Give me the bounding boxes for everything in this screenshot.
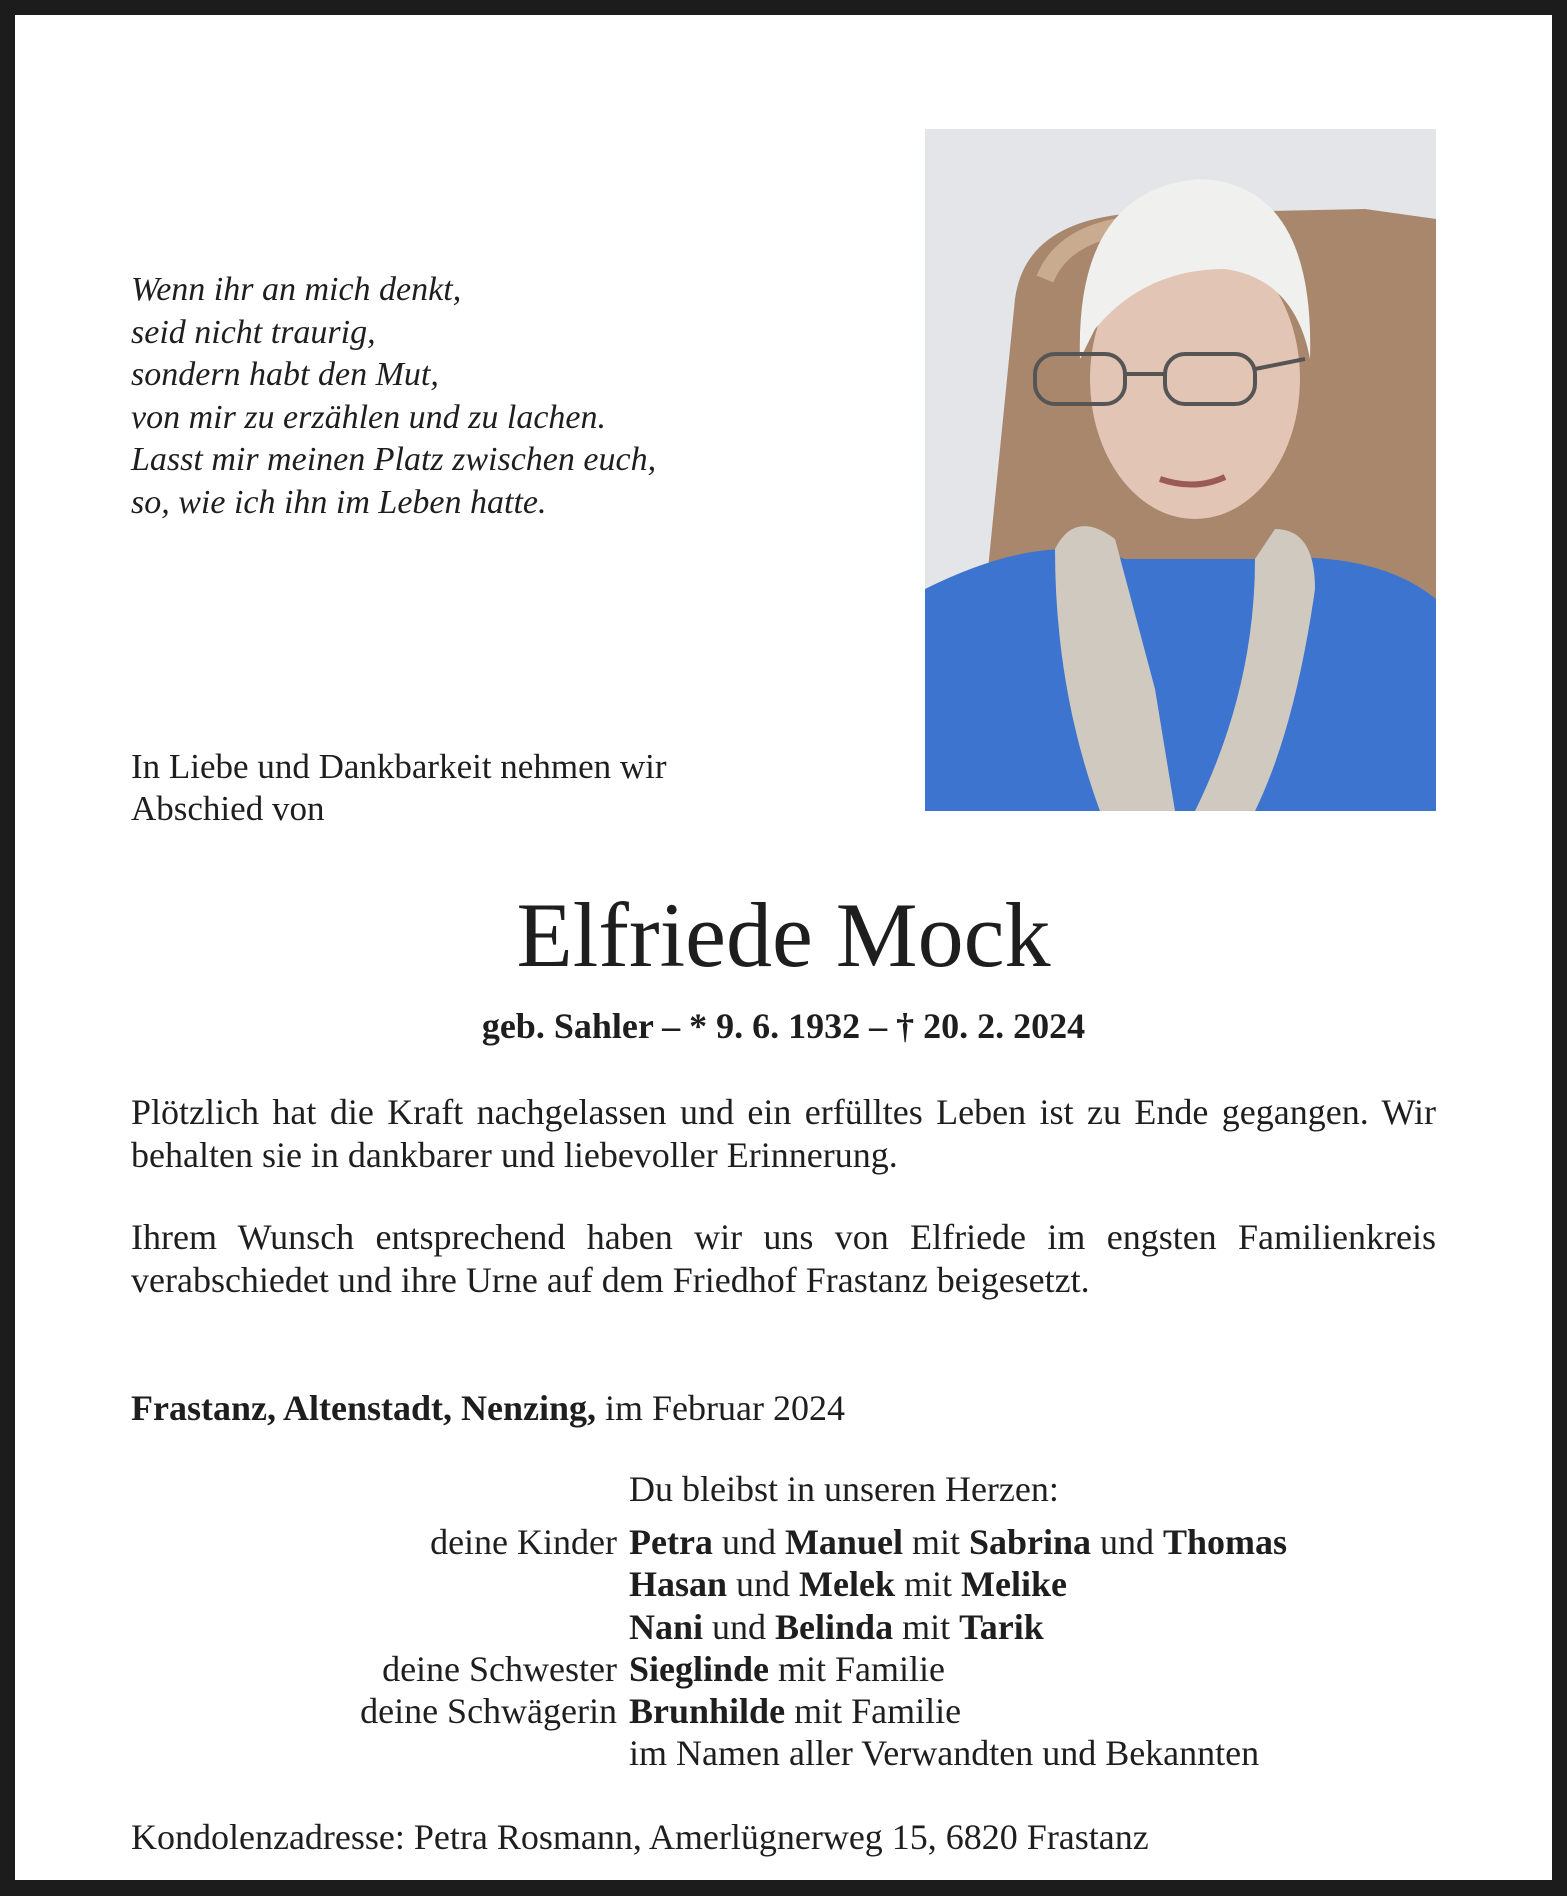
relatives: [629, 1732, 1259, 1774]
family-row: [15, 1521, 1552, 1563]
poem: [131, 269, 656, 524]
month-year: im Februar 2024: [595, 1388, 845, 1428]
relatives: [629, 1648, 945, 1690]
intro-text: [131, 746, 667, 830]
family-row: [15, 1606, 1552, 1648]
family-row: [15, 1563, 1552, 1605]
relative-name: Thomas: [1163, 1522, 1288, 1563]
connector-text: mit Familie: [785, 1691, 962, 1732]
relatives: [629, 1521, 1287, 1563]
poem-line: sondern habt den Mut,: [131, 356, 439, 393]
relatives: [629, 1563, 1067, 1605]
poem-line: seid nicht traurig,: [131, 313, 376, 351]
relatives: [629, 1690, 961, 1732]
places: Frastanz, Altenstadt, Nenzing,: [131, 1388, 596, 1428]
relative-name: Hasan: [629, 1564, 728, 1605]
connector-text: und: [727, 1564, 800, 1605]
relative-name: Melek: [799, 1564, 896, 1605]
connector-text: und: [1091, 1522, 1164, 1563]
relation-label: deine Kinder: [430, 1522, 617, 1563]
family-row: [15, 1648, 1552, 1690]
family-list: [15, 1468, 1552, 1774]
relation-label: [15, 1606, 629, 1648]
poem-line: Wenn ihr an mich denkt,: [131, 271, 462, 308]
connector-text: mit Familie: [769, 1648, 946, 1689]
relative-name: Belinda: [775, 1606, 894, 1647]
relation-label: deine Schwester: [382, 1648, 617, 1689]
portrait-photo: [925, 129, 1436, 811]
poem-line: Lasst mir meinen Platz zwischen euch,: [131, 441, 657, 478]
poem-line: von mir zu erzählen und zu lachen.: [131, 398, 607, 436]
relative-name: Melike: [961, 1564, 1067, 1605]
relation-label: [15, 1732, 629, 1774]
relatives: [629, 1606, 1044, 1648]
intro-line: In Liebe und Dankbarkeit nehmen wir: [131, 747, 667, 786]
deceased-name: Elfriede Mock: [516, 884, 1051, 986]
intro-line: Abschied von: [131, 789, 325, 828]
connector-text: und: [703, 1606, 776, 1647]
relative-name: Sieglinde: [629, 1648, 770, 1689]
connector-text: mit: [893, 1606, 960, 1647]
relative-name: Manuel: [784, 1522, 903, 1563]
relation-label: [15, 1563, 629, 1605]
connector-text: mit: [895, 1564, 962, 1605]
connector-text: im Namen aller Verwandten und Bekannten: [629, 1733, 1260, 1774]
relation-label: deine Schwägerin: [360, 1691, 617, 1732]
relative-name: Tarik: [959, 1606, 1044, 1647]
family-heading: Du bleibst in unseren Herzen:: [629, 1469, 1059, 1509]
paragraph-2: Ihrem Wunsch entsprechend haben wir uns von Elfriede im engsten Familienkreis verabschiedet und ihre Urne auf dem Friedhof Frastanz beigesetzt.: [131, 1217, 1436, 1300]
obituary-page: [15, 15, 1552, 1880]
condolence-address: Kondolenzadresse: Petra Rosmann, Amerlügnerweg 15, 6820 Frastanz: [131, 1817, 1149, 1857]
birth-death-dates: geb. Sahler – * 9. 6. 1932 – † 20. 2. 2024: [481, 1006, 1086, 1046]
connector-text: mit: [902, 1522, 969, 1563]
relative-name: Brunhilde: [629, 1691, 786, 1732]
paragraph-1: Plötzlich hat die Kraft nachgelassen und ein erfülltes Leben ist zu Ende gegangen. Wir behalten sie in dankbarer und liebevoller Erinnerung.: [131, 1092, 1436, 1175]
relative-name: Petra: [629, 1522, 713, 1563]
poem-line: so, wie ich ihn im Leben hatte.: [131, 483, 547, 521]
connector-text: und: [712, 1522, 785, 1563]
relative-name: Sabrina: [968, 1522, 1092, 1563]
family-row: [15, 1690, 1552, 1732]
place-date: [131, 1387, 845, 1429]
family-row: [15, 1732, 1552, 1774]
relative-name: Nani: [629, 1606, 704, 1647]
